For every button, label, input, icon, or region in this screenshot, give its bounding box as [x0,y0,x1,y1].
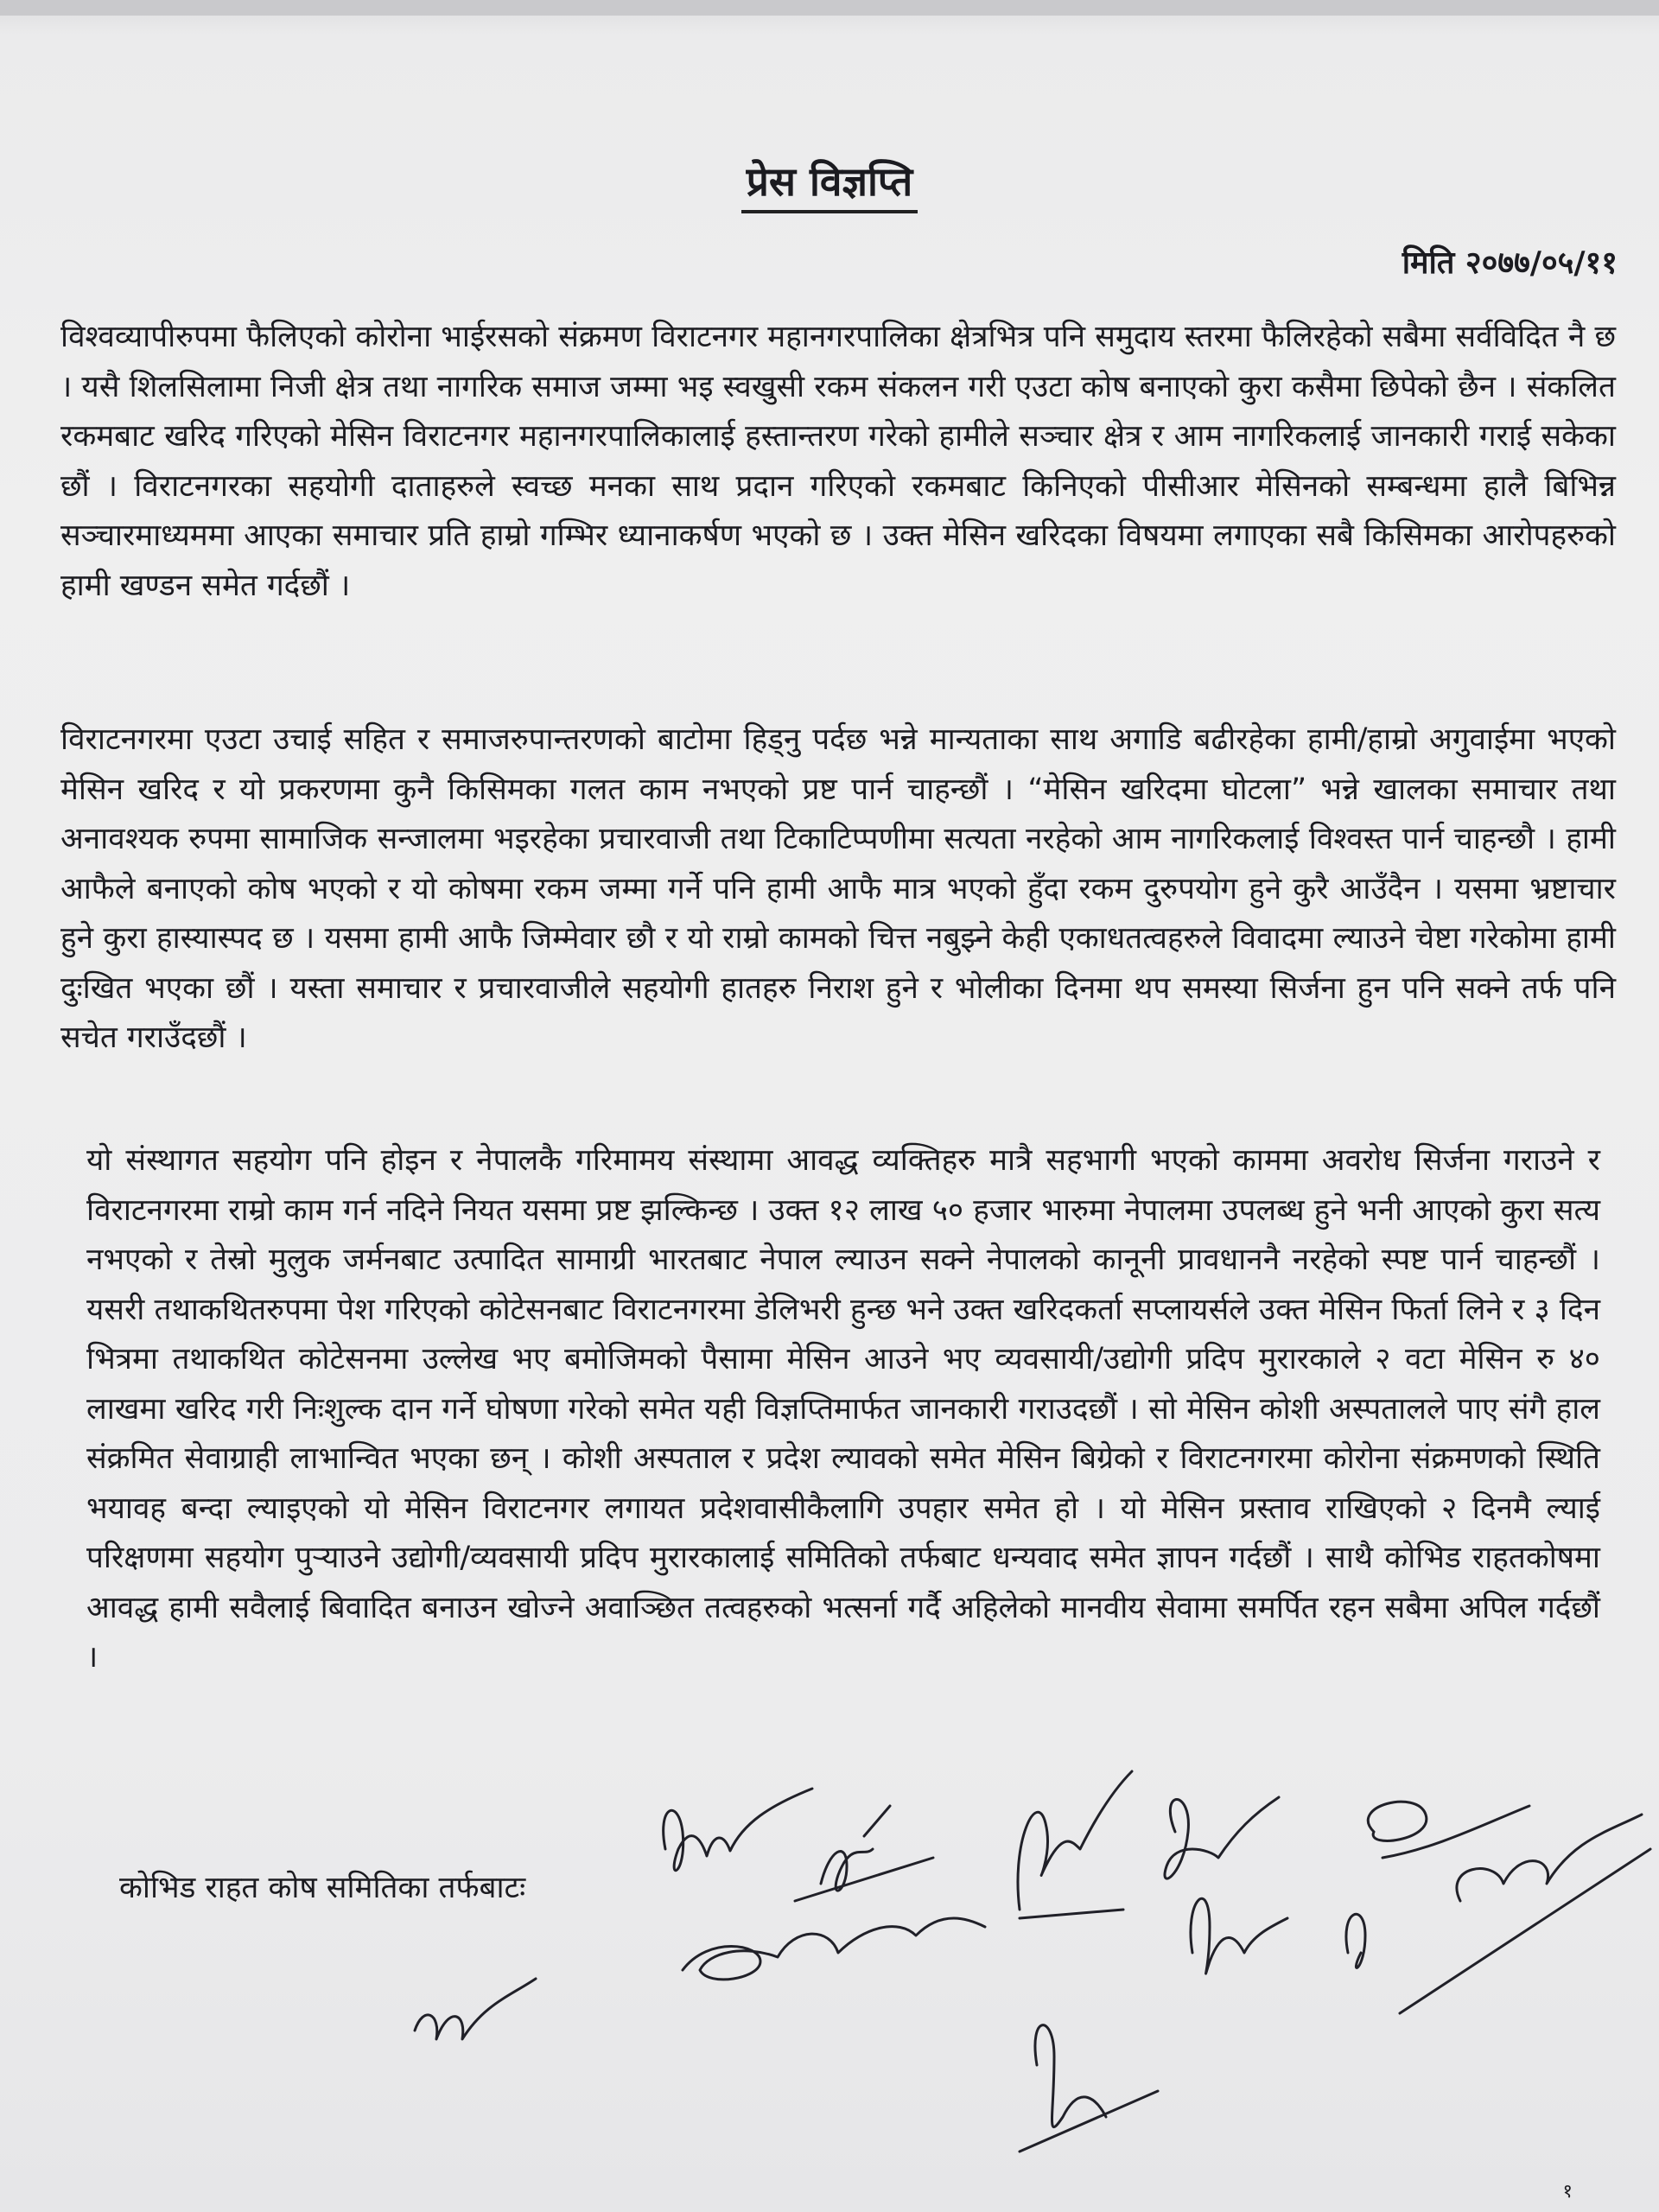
document-title [0,154,1659,207]
signature-9 [415,1979,536,2039]
signature-8 [1346,1815,1650,2013]
signature-4 [1018,1771,1132,1910]
signature-1 [664,1789,812,1871]
document-date: मिति २०७७/०५/११ [1402,245,1618,281]
paragraph-3: यो संस्थागत सहयोग पनि होइन र नेपालकै गरिमामय संस्थामा आवद्ध व्यक्तिहरु मात्रै सहभागी भएको काममा अवरोध सिर्जना गराउने र विराटनगरमा राम्रो काम गर्न नदिने नियत यसमा प्रष्ट झल्किन्छ । उक्त १२ लाख ५० हजार भारुमा नेपालमा उपलब्ध हुने भनी आएको कुरा सत्य नभएको र तेस्रो मुलुक जर्मनबाट उत्पादित सामाग्री भारतबाट नेपाल ल्याउन सक्ने नेपालको कानूनी प्रावधाननै नरहेको स्पष्ट पार्न चाहन्छौं । यसरी तथाकथितरुपमा पेश गरिएको कोटेसनबाट विराटनगरमा डेलिभरी हुन्छ भने उक्त खरिदकर्ता सप्लायर्सले उक्त मेसिन फिर्ता लिने र ३ दिन भित्रमा तथाकथित कोटेसनमा उल्लेख भए बमोजिमको पैसामा मेसिन आउने भए व्यवसायी/उद्योगी प्रदिप मुरारकाले २ वटा मेसिन रु ४० लाखमा खरिद गरी निःशुल्क दान गर्ने घोषणा गरेको समेत यही विज्ञप्तिमार्फत जानकारी गराउदछौं । सो मेसिन कोशी अस्पतालले पाए संगै हाल संक्रमित सेवाग्राही लाभान्वित भएका छन् । कोशी अस्पताल र प्रदेश ल्यावको समेत मेसिन बिग्रेको र विराटनगरमा कोरोना संक्रमणको स्थिति भयावह बन्दा ल्याइएको यो मेसिन विराटनगर लगायत प्रदेशवासीकैलागि उपहार समेत हो । यो मेसिन प्रस्ताव राखिएको २ दिनमै ल्याई परिक्षणमा सहयोग पुर्‍याउने उद्योगी/व्यवसायी प्रदिप मुरारकालाई समितिको तर्फबाट धन्यवाद समेत ज्ञापन गर्दछौं । साथै कोभिड राहतकोषमा आवद्ध हामी सवैलाई बिवादित बनाउन खोज्ने अवाञ्छित तत्वहरुको भत्सर्ना गर्दै अहिलेको मानवीय सेवामा समर्पित रहन सबैमा अपिल गर्दछौं । [86,1143,1600,1675]
signature-7 [1368,1802,1529,1858]
signature-5 [1165,1797,1279,1878]
signature-4-underline [1020,1910,1123,1918]
closing-line: कोभिड राहत कोष समितिका तर्फबाटः [119,1871,526,1905]
title-text: प्रेस विज्ञप्ति [741,158,918,213]
signature-10 [1020,2025,1158,2152]
signature-3 [683,1918,985,1980]
page-number: १ [1562,2181,1573,2202]
paragraph-2: विराटनगरमा एउटा उचाई सहित र समाजरुपान्तरणको बाटोमा हिड्नु पर्दछ भन्ने मान्यताका साथ अगाडि बढीरहेका हामी/हाम्रो अगुवाईमा भएको मेसिन खरिद र यो प्रकरणमा कुनै किसिमका गलत काम नभएको प्रष्ट पार्न चाहन्छौं । “मेसिन खरिदमा घोटला” भन्ने खालका समाचार तथा अनावश्यक रुपमा सामाजिक सन्जालमा भइरहेका प्रचारवाजी तथा टिकाटिप्पणीमा सत्यता नरहेको आम नागरिकलाई विश्वस्त पार्न चाहन्छौ । हामी आफैले बनाएको कोष भएको र यो कोषमा रकम जम्मा गर्ने पनि हामी आफै मात्र भएको हुँदा रकम दुरुपयोग हुने कुरै आउँदैन । यसमा भ्रष्टाचार हुने कुरा हास्यास्पद छ । यसमा हामी आफै जिम्मेवार छौ र यो राम्रो कामको चित्त नबुझ्ने केही एकाधतत्वहरुले विवादमा ल्याउने चेष्टा गरेकोमा हामी दुःखित भएका छौं । यस्ता समाचार र प्रचारवाजीले सहयोगी हातहरु निराश हुने र भोलीका दिनमा थप समस्या सिर्जना हुन पनि सक्ने तर्फ पनि सचेत गराउँदछौं । [60,722,1616,1055]
paper-top-edge [0,0,1659,16]
paragraph-1: विश्वव्यापीरुपमा फैलिएको कोरोना भाईरसको संक्रमण विराटनगर महानगरपालिका क्षेत्रभित्र पनि समुदाय स्तरमा फैलिरहेको सबैमा सर्वविदित नै छ । यसै शिलसिलामा निजी क्षेत्र तथा नागरिक समाज जम्मा भइ स्वखुसी रकम संकलन गरी एउटा कोष बनाएको कुरा कसैमा छिपेको छैन । संकलित रकमबाट खरिद गरिएको मेसिन विराटनगर महानगरपालिकालाई हस्तान्तरण गरेको हामीले सञ्चार क्षेत्र र आम नागरिकलाई जानकारी गराई सकेका छौं । विराटनगरका सहयोगी दाताहरुले स्वच्छ मनका साथ प्रदान गरिएको रकमबाट किनिएको पीसीआर मेसिनको सम्बन्धमा हालै बिभिन्न सञ्चारमाध्यममा आएका समाचार प्रति हाम्रो गम्भिर ध्यानाकर्षण भएको छ । उक्त मेसिन खरिदका विषयमा लगाएका सबै किसिमका आरोपहरुको हामी खण्डन समेत गर्दछौं । [60,320,1616,603]
signature-6 [1191,1898,1287,1974]
signatures-block [380,1754,1659,2169]
signature-2 [795,1806,933,1901]
